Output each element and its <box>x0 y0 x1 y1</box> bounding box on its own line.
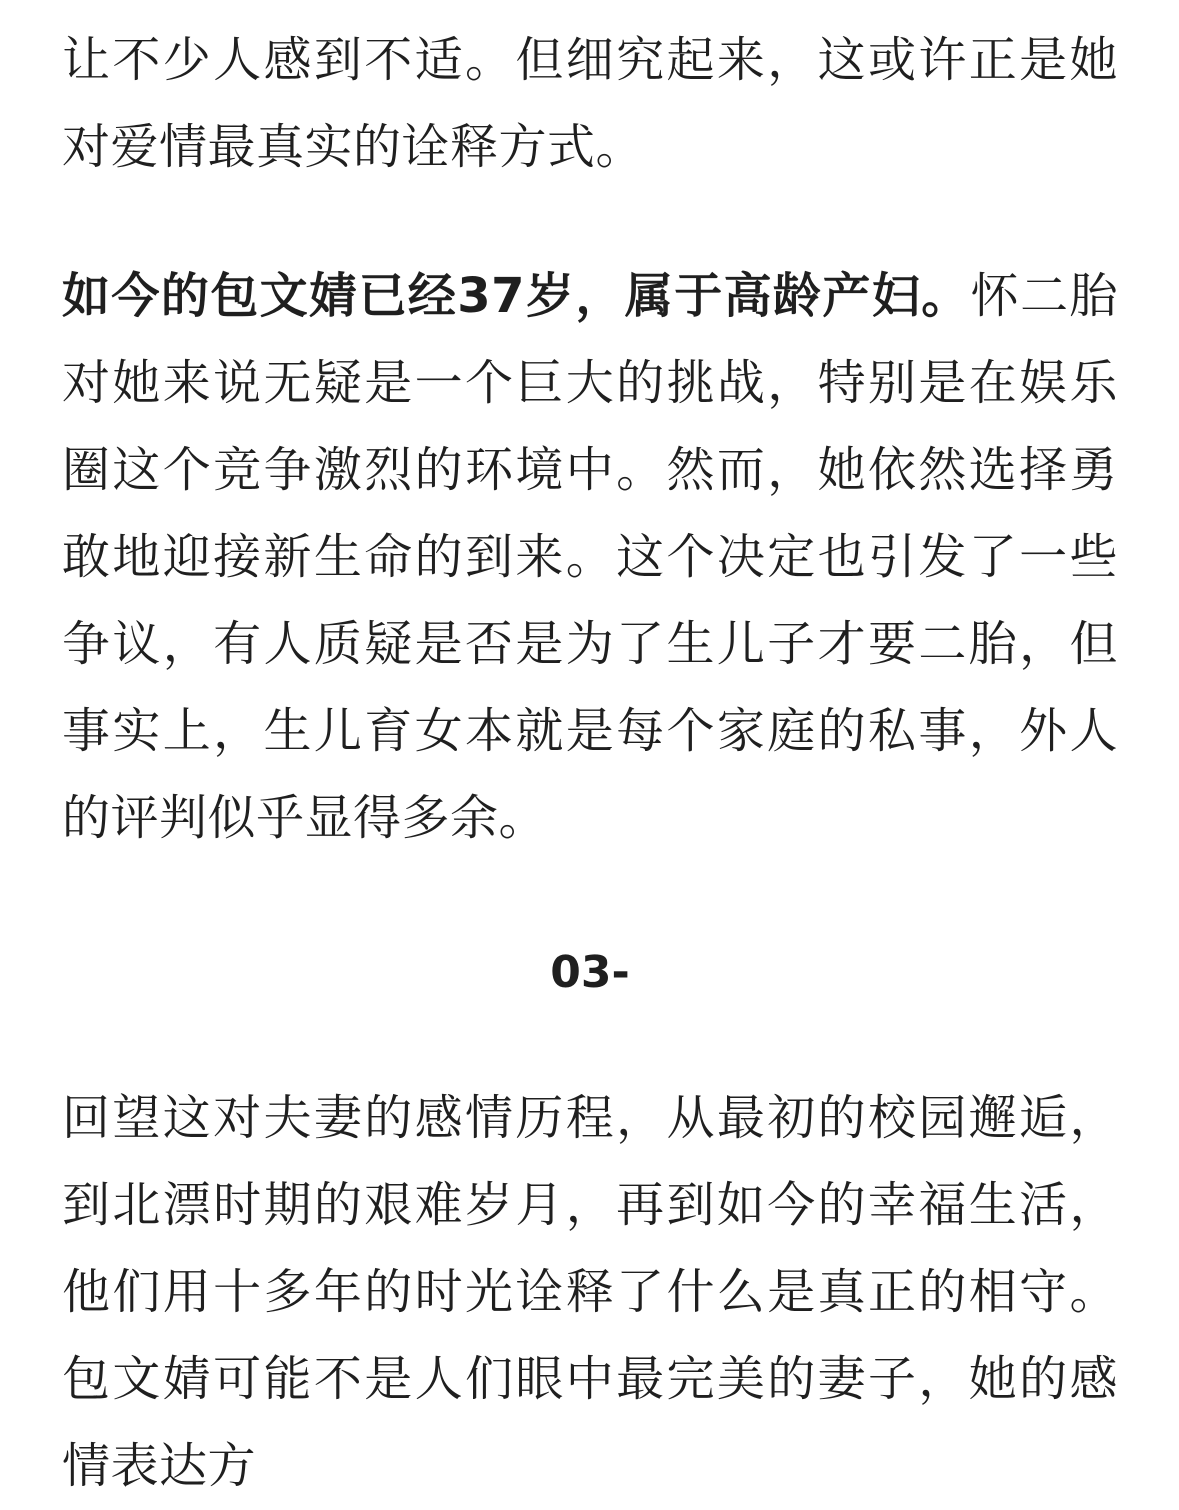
bold-lead-sentence: 如今的包文婧已经37岁，属于高龄产妇。 <box>62 268 971 324</box>
section-heading: 03- <box>550 947 630 998</box>
paragraph-text: 怀二胎对她来说无疑是一个巨大的挑战，特别是在娱乐圈这个竞争激烈的环境中。然而，她依然选择勇敢地迎接新生命的到来。这个决定也引发了一些争议，有人质疑是否是为了生儿子才要二胎，但事实上，生儿育女本就是每个家庭的私事，外人的评判似乎显得多余。 <box>62 268 1118 846</box>
paragraph <box>62 253 1118 862</box>
paragraph: 回望这对夫妻的感情历程，从最初的校园邂逅，到北漂时期的艰难岁月，再到如今的幸福生活，他们用十多年的时光诠释了什么是真正的相守。包文婧可能不是人们眼中最完美的妻子，她的感情表达方 <box>62 1090 1118 1494</box>
paragraph: 让不少人感到不适。但细究起来，这或许正是她对爱情最真实的诠释方式。 <box>62 32 1118 175</box>
